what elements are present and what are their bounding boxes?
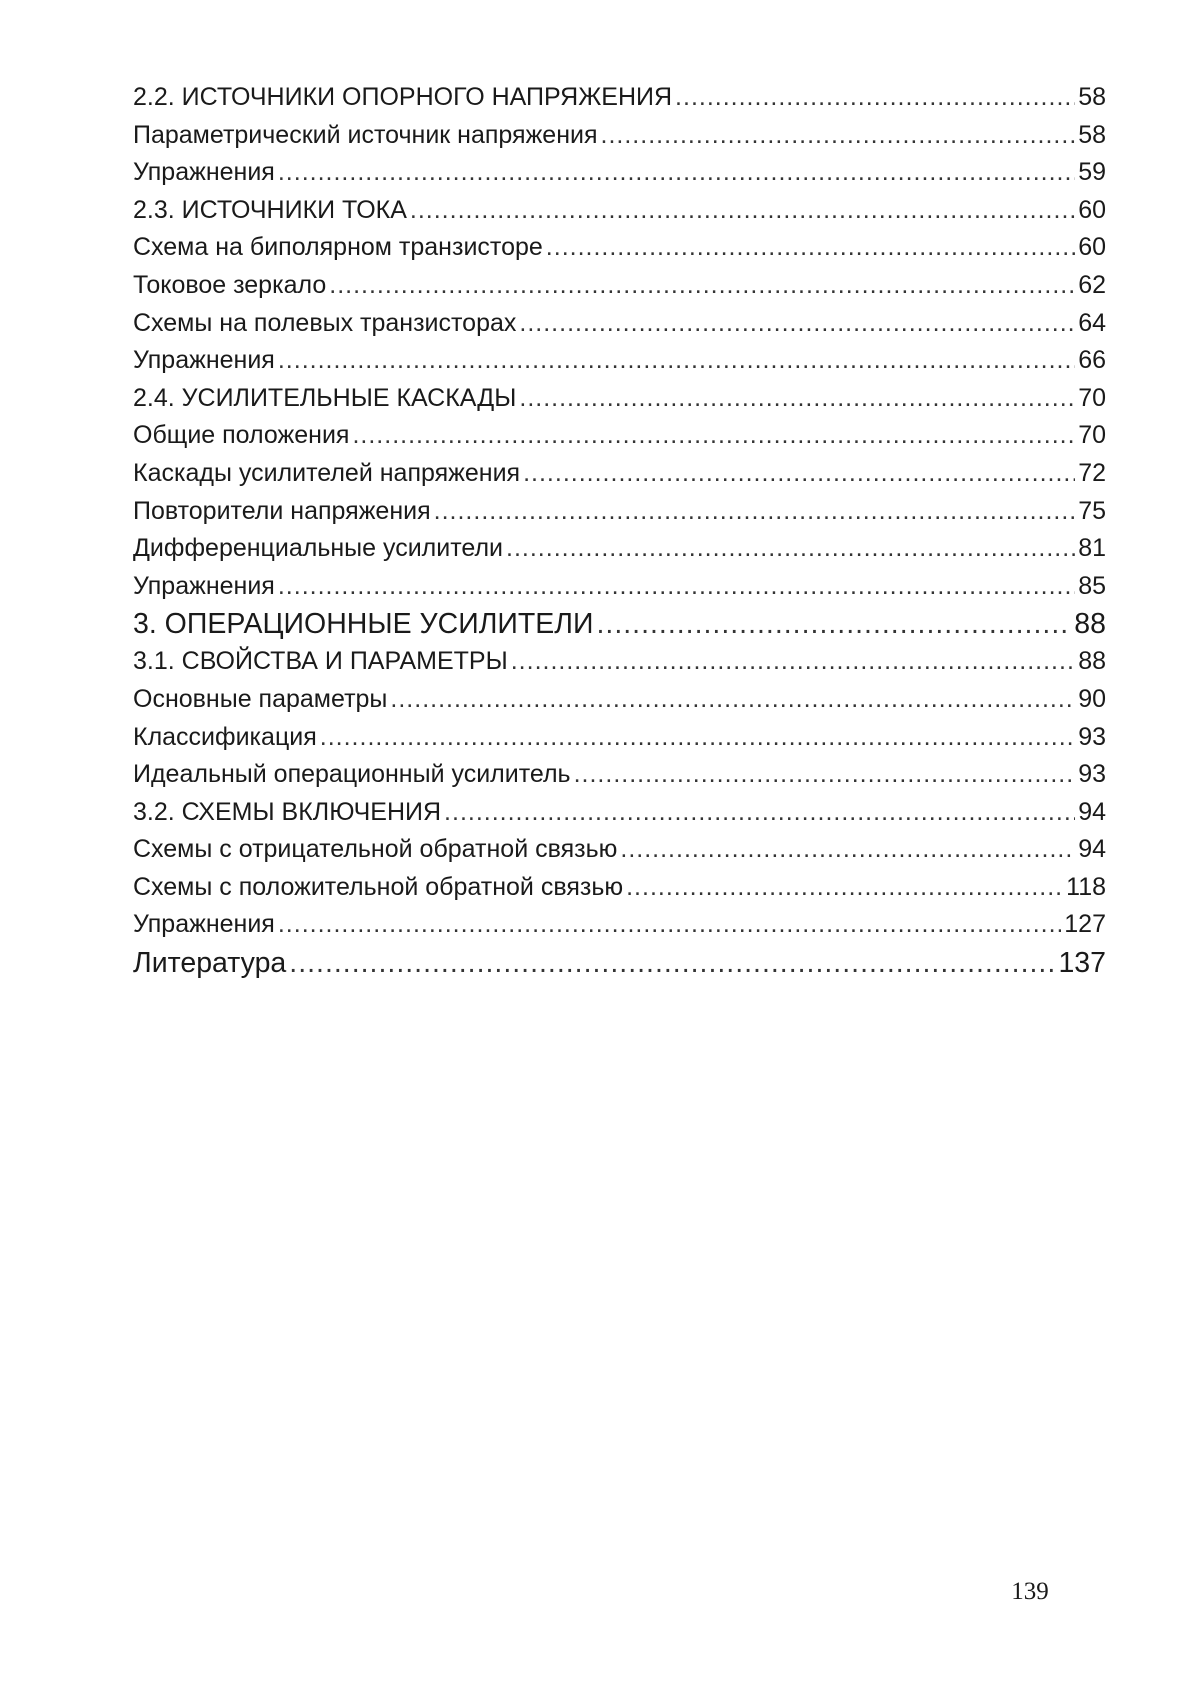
toc-entry-page: 137 — [1058, 947, 1106, 980]
toc-entry — [133, 79, 1106, 117]
toc-dot-leader — [675, 79, 1075, 117]
toc-dot-leader — [519, 305, 1075, 343]
toc-entry-title: Схемы с отрицательной обратной связью — [133, 835, 618, 864]
toc-entry-title: Упражнения — [133, 571, 275, 600]
toc-dot-leader — [278, 342, 1075, 380]
toc-entry — [133, 643, 1106, 681]
toc-entry-page: 70 — [1078, 421, 1106, 450]
toc-entry-title: Литература — [133, 947, 287, 980]
toc-chapter-entry — [133, 605, 1106, 643]
toc-entry-title: Упражнения — [133, 158, 275, 187]
toc-dot-leader — [352, 417, 1075, 455]
toc-entry-page: 85 — [1078, 571, 1106, 600]
toc-entry-page: 93 — [1078, 760, 1106, 789]
toc-dot-leader — [506, 530, 1075, 568]
toc-dot-leader — [596, 605, 1071, 643]
toc-entry-title: 3.1. СВОЙСТВА И ПАРАМЕТРЫ — [133, 647, 508, 676]
toc-dot-leader — [390, 681, 1075, 719]
toc-entry-page: 90 — [1078, 684, 1106, 713]
toc-entry-title: 2.2. ИСТОЧНИКИ ОПОРНОГО НАПРЯЖЕНИЯ — [133, 83, 673, 111]
toc-entry-page: 59 — [1078, 158, 1106, 187]
toc-dot-leader — [278, 568, 1075, 606]
toc-entry — [133, 568, 1106, 606]
toc-entry-page: 88 — [1078, 647, 1106, 676]
toc-entry — [133, 906, 1106, 944]
toc-entry-title: Каскады усилителей напряжения — [133, 458, 521, 487]
toc-entry-page: 60 — [1078, 233, 1106, 262]
toc-entry-page: 60 — [1078, 195, 1106, 224]
toc-entry-page: 64 — [1078, 308, 1106, 337]
toc-entry-page: 93 — [1078, 722, 1106, 751]
toc-entry-page: 88 — [1074, 608, 1106, 641]
toc-dot-leader — [519, 380, 1075, 418]
toc-entry — [133, 192, 1106, 230]
toc-entry-title: Основные параметры — [133, 684, 388, 713]
toc-entry — [133, 154, 1106, 192]
toc-dot-leader — [574, 756, 1076, 794]
toc-entry — [133, 342, 1106, 380]
toc-entry-title: 3. ОПЕРАЦИОННЫЕ УСИЛИТЕЛИ — [133, 608, 594, 641]
toc-entry-title: Дифференциальные усилители — [133, 534, 504, 563]
toc-entry — [133, 267, 1106, 305]
toc-entry-title: Токовое зеркало — [133, 270, 327, 299]
toc-entry-title: Повторители напряжения — [133, 496, 431, 525]
toc-entry-page: 62 — [1078, 270, 1106, 299]
toc-entry-title: 2.3. ИСТОЧНИКИ ТОКА — [133, 195, 407, 224]
toc-entry — [133, 530, 1106, 568]
toc-entry — [133, 305, 1106, 343]
toc-entry-title: Упражнения — [133, 910, 275, 939]
toc-dot-leader — [546, 229, 1075, 267]
toc-entry-title: 2.4. УСИЛИТЕЛЬНЫЕ КАСКАДЫ — [133, 383, 517, 412]
toc-entry-page: 81 — [1078, 534, 1106, 563]
toc-entry — [133, 794, 1106, 832]
toc-entry — [133, 455, 1106, 493]
toc-dot-leader — [410, 192, 1075, 230]
toc-dot-leader — [601, 117, 1076, 155]
toc-entry — [133, 417, 1106, 455]
toc-entry-page: 118 — [1066, 872, 1106, 901]
toc-entry-page: 94 — [1078, 835, 1106, 864]
toc-entry-page: 66 — [1078, 346, 1106, 375]
toc-entry-page: 58 — [1078, 120, 1106, 149]
toc-chapter-entry — [133, 944, 1106, 982]
toc-dot-leader — [278, 906, 1061, 944]
toc-dot-leader — [626, 869, 1063, 907]
toc-entry-title: Идеальный операционный усилитель — [133, 760, 571, 789]
toc-entry-page: 75 — [1078, 496, 1106, 525]
toc-entry-title: Схема на биполярном транзисторе — [133, 233, 543, 262]
toc-entry-page: 70 — [1078, 383, 1106, 412]
toc-dot-leader — [329, 267, 1075, 305]
toc-entry — [133, 493, 1106, 531]
toc-entry — [133, 831, 1106, 869]
toc-entry-title: Упражнения — [133, 346, 275, 375]
toc-entry — [133, 117, 1106, 155]
toc-entry-page: 94 — [1078, 797, 1106, 826]
toc-dot-leader — [320, 719, 1075, 757]
toc-dot-leader — [289, 944, 1055, 982]
toc-entry-title: Схемы на полевых транзисторах — [133, 308, 517, 337]
toc-entry-title: 3.2. СХЕМЫ ВКЛЮЧЕНИЯ — [133, 797, 442, 826]
toc-entry — [133, 756, 1106, 794]
toc-dot-leader — [523, 455, 1075, 493]
toc-entry-title: Параметрический источник напряжения — [133, 120, 598, 149]
toc-dot-leader — [434, 493, 1076, 531]
toc-entry — [133, 229, 1106, 267]
toc-entry — [133, 719, 1106, 757]
toc-entry-title: Классификация — [133, 722, 317, 751]
table-of-contents — [133, 79, 1106, 982]
toc-entry — [133, 681, 1106, 719]
toc-entry-page: 72 — [1078, 458, 1106, 487]
toc-dot-leader — [444, 794, 1075, 832]
toc-dot-leader — [278, 154, 1075, 192]
toc-entry-page: 127 — [1064, 910, 1106, 939]
toc-entry — [133, 380, 1106, 418]
toc-dot-leader — [620, 831, 1075, 869]
toc-entry-title: Общие положения — [133, 421, 350, 450]
toc-entry-page: 58 — [1078, 83, 1106, 111]
page-number: 139 — [1011, 1578, 1049, 1605]
toc-entry-title: Схемы с положительной обратной связью — [133, 872, 624, 901]
toc-entry — [133, 869, 1106, 907]
toc-dot-leader — [511, 643, 1075, 681]
